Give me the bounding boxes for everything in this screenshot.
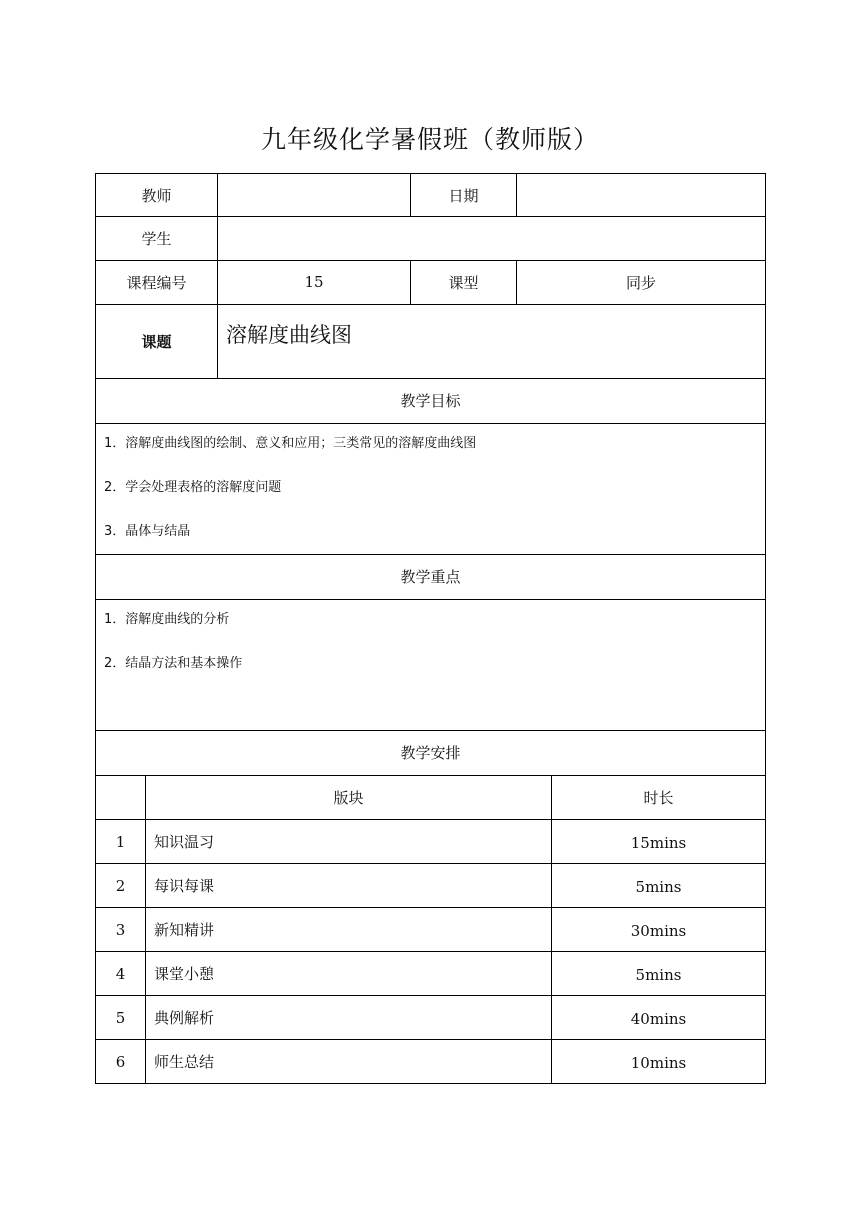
arrangement-heading-row	[95, 731, 766, 776]
date-label: 日期	[411, 174, 517, 216]
row-block: 每识每课	[146, 864, 552, 907]
key-point-item: 1．溶解度曲线的分析	[104, 612, 230, 627]
row-block: 课堂小憩	[146, 952, 552, 995]
goals-heading: 教学目标	[400, 392, 461, 410]
row-number: 5	[96, 996, 146, 1039]
key-point-item: 2．结晶方法和基本操作	[104, 656, 243, 671]
arrangement-heading: 教学安排	[400, 744, 461, 762]
goals-list-row	[95, 424, 766, 555]
row-time: 15mins	[630, 834, 687, 852]
course-row	[95, 261, 766, 305]
course-no-label: 课程编号	[96, 261, 218, 304]
goal-item: 2．学会处理表格的溶解度问题	[104, 480, 282, 495]
teacher-date-row	[95, 173, 766, 217]
goals-heading-row	[95, 379, 766, 424]
teacher-label: 教师	[96, 174, 218, 216]
table-row	[95, 996, 766, 1040]
date-value	[517, 174, 765, 216]
goal-item: 3．晶体与结晶	[104, 524, 191, 539]
course-no-value: 15	[218, 261, 411, 304]
row-block: 师生总结	[146, 1040, 552, 1083]
row-time: 5mins	[635, 966, 682, 984]
keys-list	[96, 600, 765, 730]
row-time: 5mins	[635, 878, 682, 896]
row-block: 典例解析	[146, 996, 552, 1039]
lesson-plan-table	[95, 173, 766, 1084]
time-header: 时长	[643, 789, 674, 807]
row-number: 4	[96, 952, 146, 995]
table-row	[95, 864, 766, 908]
table-row	[95, 1040, 766, 1084]
row-block: 知识温习	[146, 820, 552, 863]
row-number: 1	[96, 820, 146, 863]
teacher-value	[218, 174, 411, 216]
student-value	[218, 217, 765, 260]
topic-label: 课题	[96, 305, 218, 378]
arrangement-header-row	[95, 776, 766, 820]
row-time: 40mins	[630, 1010, 687, 1028]
goal-item: 1．溶解度曲线图的绘制、意义和应用；三类常见的溶解度曲线图	[104, 436, 477, 451]
row-time: 10mins	[630, 1054, 687, 1072]
keys-heading: 教学重点	[400, 568, 461, 586]
row-time: 30mins	[630, 922, 687, 940]
table-row	[95, 952, 766, 996]
course-type-label: 课型	[411, 261, 517, 304]
block-header: 版块	[146, 776, 552, 819]
row-number: 2	[96, 864, 146, 907]
document-title: 九年级化学暑假班（教师版）	[260, 125, 599, 154]
row-number: 6	[96, 1040, 146, 1083]
row-block: 新知精讲	[146, 908, 552, 951]
keys-list-row	[95, 600, 766, 731]
row-number: 3	[96, 908, 146, 951]
table-row	[95, 820, 766, 864]
student-row	[95, 217, 766, 261]
topic-row	[95, 305, 766, 379]
number-header	[96, 776, 146, 819]
student-label: 学生	[96, 217, 218, 260]
topic-value: 溶解度曲线图	[226, 323, 352, 347]
goals-list	[96, 424, 765, 554]
course-type-value: 同步	[625, 274, 656, 292]
keys-heading-row	[95, 555, 766, 600]
table-row	[95, 908, 766, 952]
